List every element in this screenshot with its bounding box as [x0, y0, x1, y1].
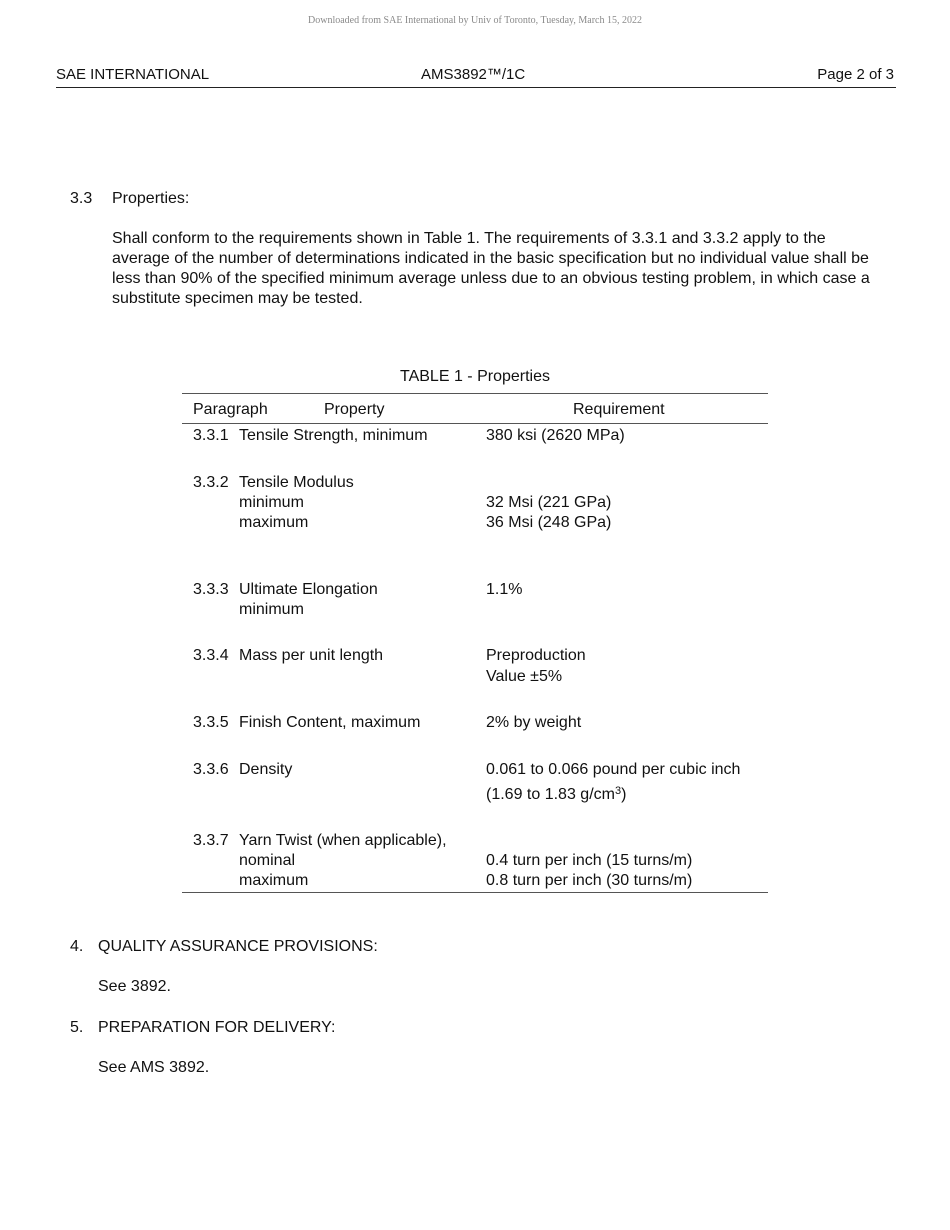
row-requirement: 0.8 turn per inch (30 turns/m)	[486, 872, 693, 889]
section-5-body: See AMS 3892.	[98, 1059, 210, 1076]
density-si-close: )	[621, 786, 627, 803]
column-header-property: Property	[324, 401, 385, 418]
density-si-exponent: 3	[614, 785, 622, 797]
section-5-number: 5.	[70, 1019, 84, 1036]
row-property: Ultimate Elongation	[239, 581, 378, 598]
row-subproperty: minimum	[239, 601, 304, 618]
table-top-rule	[182, 393, 768, 394]
header-page-number: Page 2 of 3	[817, 66, 894, 83]
row-subproperty: maximum	[239, 514, 309, 531]
section-5-title: PREPARATION FOR DELIVERY:	[98, 1019, 336, 1036]
header-organization: SAE INTERNATIONAL	[56, 66, 210, 83]
header-document-number: AMS3892™/1C	[421, 66, 526, 83]
row-paragraph: 3.3.6	[193, 761, 229, 778]
row-requirement: 2% by weight	[486, 714, 582, 731]
row-requirement: 0.4 turn per inch (15 turns/m)	[486, 852, 693, 869]
row-paragraph: 3.3.3	[193, 581, 229, 598]
section-3-3-number: 3.3	[70, 190, 93, 207]
row-requirement: Preproduction	[486, 647, 586, 664]
row-subproperty: maximum	[239, 872, 309, 889]
row-property: Yarn Twist (when applicable),	[239, 832, 447, 849]
section-4-body: See 3892.	[98, 978, 171, 995]
row-requirement: 0.061 to 0.066 pound per cubic inch	[486, 761, 741, 778]
row-paragraph: 3.3.1	[193, 427, 229, 444]
column-header-requirement: Requirement	[573, 401, 665, 418]
row-subproperty: minimum	[239, 494, 304, 511]
row-property: Finish Content, maximum	[239, 714, 421, 731]
row-requirement: 380 ksi (2620 MPa)	[486, 427, 625, 444]
row-paragraph: 3.3.7	[193, 832, 229, 849]
row-requirement-density-si	[486, 785, 626, 805]
table-caption: TABLE 1 - Properties	[400, 368, 550, 385]
row-property: Mass per unit length	[239, 647, 384, 664]
row-paragraph: 3.3.5	[193, 714, 229, 731]
row-subproperty: nominal	[239, 852, 296, 869]
download-watermark: Downloaded from SAE International by Univ of Toronto, Tuesday, March 15, 2022	[308, 15, 642, 26]
section-4-title: QUALITY ASSURANCE PROVISIONS:	[98, 938, 378, 955]
section-3-3-body: Shall conform to the requirements shown in Table 1. The requirements of 3.3.1 and 3.3.2 apply to the average of the number of determinations indicated in the basic specification but no individual value shall be less than 90% of the specified minimum average unless due to an obvious testing problem, in which case a substitute specimen may be tested.	[112, 230, 870, 307]
row-property: Density	[239, 761, 293, 778]
density-si-text: (1.69 to 1.83 g/cm	[486, 786, 615, 803]
section-4-number: 4.	[70, 938, 84, 955]
row-paragraph: 3.3.4	[193, 647, 229, 664]
section-3-3-title: Properties:	[112, 190, 190, 207]
row-property: Tensile Strength, minimum	[239, 427, 428, 444]
table-bottom-rule	[182, 892, 768, 893]
row-property: Tensile Modulus	[239, 474, 354, 491]
header-rule	[56, 87, 896, 88]
row-paragraph: 3.3.2	[193, 474, 229, 491]
row-requirement: Value ±5%	[486, 668, 563, 685]
table-header-rule	[182, 423, 768, 424]
row-requirement: 1.1%	[486, 581, 523, 598]
column-header-paragraph: Paragraph	[193, 401, 268, 418]
row-requirement: 36 Msi (248 GPa)	[486, 514, 612, 531]
row-requirement: 32 Msi (221 GPa)	[486, 494, 612, 511]
